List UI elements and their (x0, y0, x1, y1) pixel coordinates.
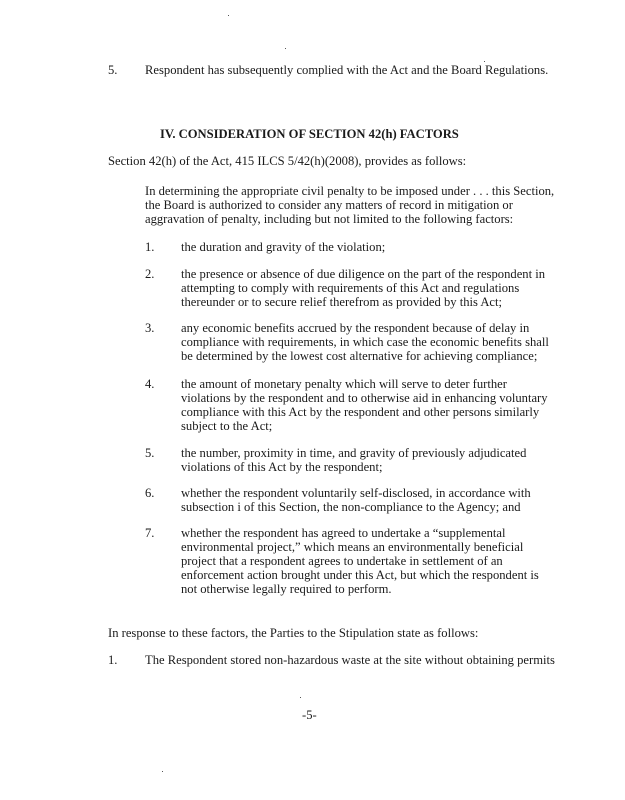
intro-paragraph: Section 42(h) of the Act, 415 ILCS 5/42(h)(2008), provides as follows: (108, 154, 467, 168)
scan-speck (300, 697, 301, 698)
factor-text-line: environmental project,” which means an environmentally beneficial (181, 540, 524, 554)
quote-line: In determining the appropriate civil penalty to be imposed under . . . this Section, (145, 184, 555, 198)
factor-text-line: thereunder or to secure relief therefrom as provided by this Act; (181, 295, 503, 309)
factor-text-line: the duration and gravity of the violation; (181, 240, 386, 254)
scan-speck (228, 15, 229, 16)
quote-line: aggravation of penalty, including but not limited to the following factors: (145, 212, 514, 226)
factor-text-line: not otherwise legally required to perform. (181, 582, 392, 596)
factor-number: 1. (145, 240, 155, 254)
factor-number: 7. (145, 526, 155, 540)
factor-text-line: attempting to comply with requirements of this Act and regulations (181, 281, 520, 295)
quote-line: the Board is authorized to consider any matters of record in mitigation or (145, 198, 513, 212)
factor-text-line: whether the respondent voluntarily self-disclosed, in accordance with (181, 486, 531, 500)
factor-text-line: subject to the Act; (181, 419, 273, 433)
factor-text-line: the presence or absence of due diligence on the part of the respondent in (181, 267, 546, 281)
factor-text-line: violations of this Act by the respondent; (181, 460, 383, 474)
page-number: -5- (302, 708, 317, 722)
item-text: Respondent has subsequently complied with the Act and the Board Regulations. (145, 63, 549, 77)
factor-text-line: the amount of monetary penalty which will serve to deter further (181, 377, 507, 391)
factor-text-line: whether the respondent has agreed to undertake a “supplemental (181, 526, 506, 540)
response-intro: In response to these factors, the Parties to the Stipulation state as follows: (108, 626, 479, 640)
factor-number: 3. (145, 321, 155, 335)
scan-speck (285, 48, 286, 49)
factor-text-line: enforcement action brought under this Act, but which the respondent is (181, 568, 539, 582)
factor-text-line: the number, proximity in time, and gravity of previously adjudicated (181, 446, 527, 460)
factor-number: 2. (145, 267, 155, 281)
factor-text-line: subsection i of this Section, the non-compliance to the Agency; and (181, 500, 521, 514)
scan-speck (484, 61, 485, 62)
factor-number: 5. (145, 446, 155, 460)
scan-speck (162, 771, 163, 772)
item-number: 5. (108, 63, 118, 77)
section-heading: IV. CONSIDERATION OF SECTION 42(h) FACTORS (160, 127, 459, 141)
factor-number: 4. (145, 377, 155, 391)
response-number: 1. (108, 653, 118, 667)
factor-text-line: be determined by the lowest cost alternative for achieving compliance; (181, 349, 538, 363)
factor-number: 6. (145, 486, 155, 500)
factor-text-line: compliance with requirements, in which case the economic benefits shall (181, 335, 549, 349)
factor-text-line: any economic benefits accrued by the respondent because of delay in (181, 321, 530, 335)
factor-text-line: violations by the respondent and to otherwise aid in enhancing voluntary (181, 391, 548, 405)
factor-text-line: project that a respondent agrees to undertake in settlement of an (181, 554, 503, 568)
response-text: The Respondent stored non-hazardous waste at the site without obtaining permits (145, 653, 555, 667)
factor-text-line: compliance with this Act by the respondent and other persons similarly (181, 405, 540, 419)
